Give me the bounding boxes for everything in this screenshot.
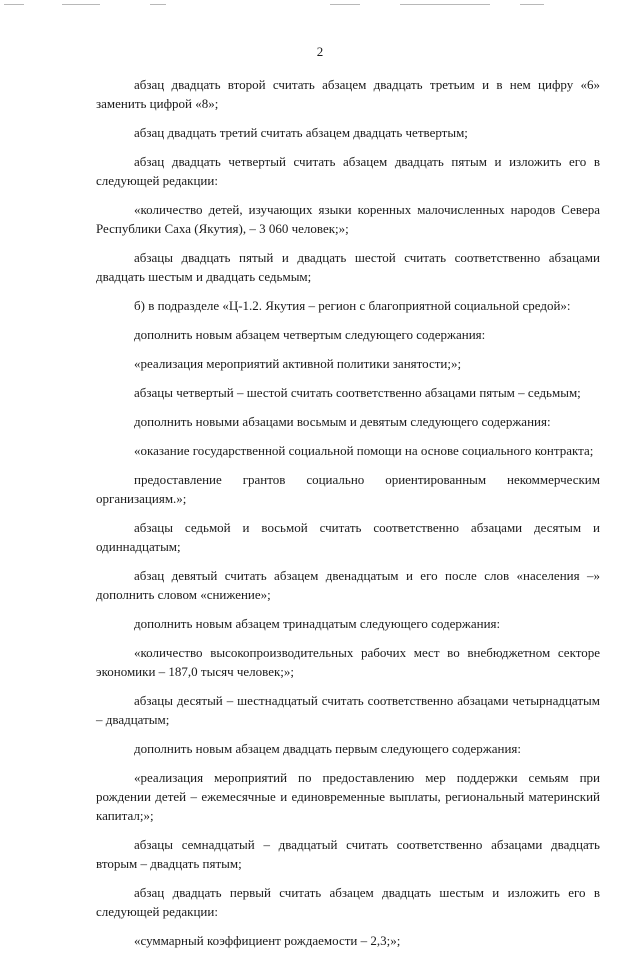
paragraph: «реализация мероприятий активной политики занятости;»; [134, 356, 462, 371]
paragraph: предоставление грантов социально ориентированным некоммерческим организациям.»; [96, 472, 600, 506]
paragraph: «реализация мероприятий по предоставлению мер поддержки семьям при рождении детей – ежемесячные и единовременные выплаты, региональный материнский капитал;»; [96, 770, 600, 823]
paragraph: б) в подразделе «Ц-1.2. Якутия – регион с благоприятной социальной средой»: [134, 298, 571, 313]
paragraph: абзацы двадцать пятый и двадцать шестой считать соответственно абзацами двадцать шестым и двадцать седьмым; [96, 250, 600, 284]
document-body [96, 75, 600, 960]
paragraph: дополнить новым абзацем четвертым следующего содержания: [134, 327, 486, 342]
paragraph: абзацы четвертый – шестой считать соответственно абзацами пятым – седьмым; [134, 385, 581, 400]
paragraph: абзацы семнадцатый – двадцатый считать соответственно абзацами двадцать вторым – двадцать пятым; [96, 837, 600, 871]
page-number: 2 [316, 44, 324, 59]
paragraph: абзац двадцать второй считать абзацем двадцать третьим и в нем цифру «6» заменить цифрой «8»; [96, 77, 600, 111]
paragraph: дополнить новым абзацем двадцать первым следующего содержания: [134, 741, 522, 756]
paragraph: дополнить новыми абзацами восьмым и девятым следующего содержания: [134, 414, 551, 429]
paragraph: «суммарный коэффициент рождаемости – 2,3;»; [134, 933, 401, 948]
paragraph: дополнить новым абзацем тринадцатым следующего содержания: [134, 616, 501, 631]
paragraph: абзацы седьмой и восьмой считать соответственно абзацами десятым и одиннадцатым; [96, 520, 600, 554]
paragraph: «количество детей, изучающих языки коренных малочисленных народов Севера Республики Саха (Якутия), – 3 060 человек;»; [96, 202, 600, 236]
paragraph: «количество высокопроизводительных рабочих мест во внебюджетном секторе экономики – 187,0 тысяч человек;»; [96, 645, 600, 679]
paragraph: «оказание государственной социальной помощи на основе социального контракта; [134, 443, 594, 458]
scan-edge-artifact [0, 0, 640, 14]
paragraph: абзац двадцать первый считать абзацем двадцать шестым и изложить его в следующей редакции: [96, 885, 600, 919]
paragraph: абзац двадцать третий считать абзацем двадцать четвертым; [134, 125, 468, 140]
paragraph: абзац двадцать четвертый считать абзацем двадцать пятым и изложить его в следующей редакции: [96, 154, 600, 188]
paragraph: абзац девятый считать абзацем двенадцатым и его после слов «населения –» дополнить словом «снижение»; [96, 568, 600, 602]
paragraph: абзацы десятый – шестнадцатый считать соответственно абзацами четырнадцатым – двадцатым; [96, 693, 600, 727]
